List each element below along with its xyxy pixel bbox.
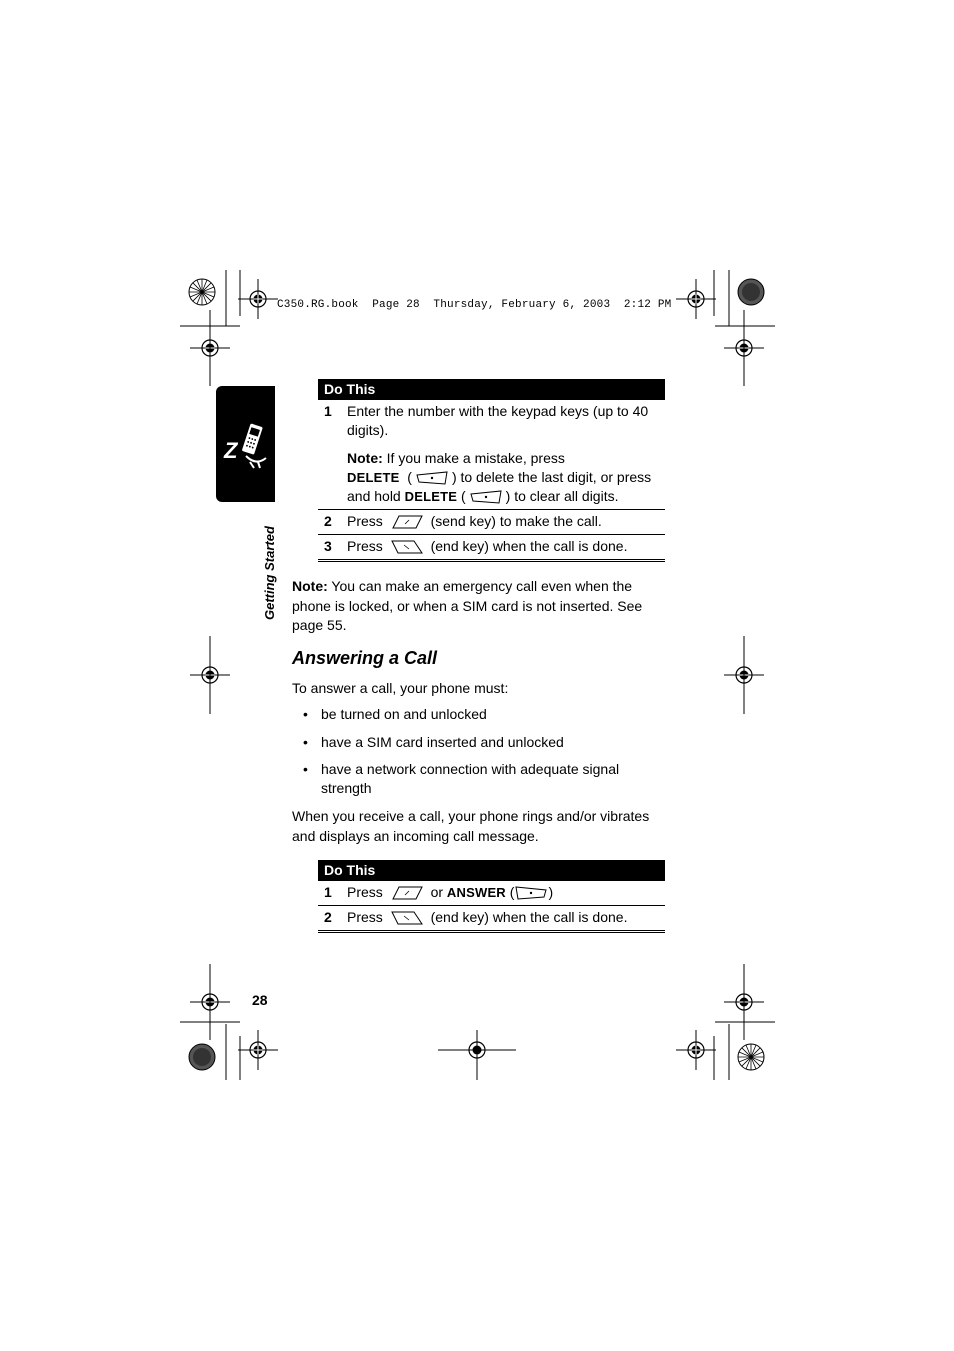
delete-key-label: DELETE xyxy=(404,489,458,504)
step-text: Press (send key) to make the call. xyxy=(347,510,665,535)
page-number: 28 xyxy=(252,992,268,1008)
rosette-icon xyxy=(738,1044,764,1070)
rosette-icon xyxy=(189,279,215,305)
send-key-icon xyxy=(390,514,424,530)
list-item: • be turned on and unlocked xyxy=(292,705,667,724)
step-note: Note: If you make a mistake, press DELETE ( ) to delete the last digit, or press and hold DELETE ( ) to clear all digits. xyxy=(347,450,652,504)
table-header: Do This xyxy=(318,379,665,400)
end-key-icon xyxy=(390,539,424,555)
step-text: Press (end key) when the call is done. xyxy=(347,906,665,932)
step-text: Press (end key) when the call is done. xyxy=(347,535,665,561)
registration-mark-icon xyxy=(238,1030,278,1070)
list-item: • have a SIM card inserted and unlocked xyxy=(292,733,667,752)
table-row xyxy=(318,400,665,510)
rosette-icon xyxy=(738,279,764,305)
requirements-list xyxy=(292,705,667,807)
step-number: 1 xyxy=(318,881,347,906)
rosette-icon xyxy=(189,1044,215,1070)
registration-mark-icon xyxy=(238,279,278,319)
do-this-table-2 xyxy=(318,860,665,933)
step-number: 2 xyxy=(318,510,347,535)
book-header-line: C350.RG.book Page 28 Thursday, February 6, 2003 2:12 PM xyxy=(277,299,672,311)
table-row xyxy=(318,535,665,561)
emergency-note: Note: You can make an emergency call even when the phone is locked, or when a SIM card is not inserted. See page 55. xyxy=(292,578,643,633)
section-heading: Answering a Call xyxy=(292,648,438,668)
do-this-table-1 xyxy=(318,379,665,562)
side-tab-label: Getting Started xyxy=(262,526,277,620)
svg-text:Z: Z xyxy=(224,438,238,463)
soft-key-icon xyxy=(469,490,503,504)
registration-mark-icon xyxy=(676,279,716,319)
list-item: • have a network connection with adequate signal strength xyxy=(292,760,667,798)
delete-key-label: DELETE xyxy=(347,470,400,485)
chapter-tab xyxy=(216,386,275,502)
table-row xyxy=(318,510,665,535)
step-text: Press or ANSWER ( ) xyxy=(347,881,665,906)
soft-key-icon xyxy=(415,471,449,485)
end-key-icon xyxy=(390,910,424,926)
send-key-icon xyxy=(390,885,424,901)
step-text: Enter the number with the keypad keys (up to 40 digits). Note: If you make a mistake, press DELETE ( ) to delete the last digit, or press and hold DELETE ( ) to clear all digits. xyxy=(347,400,665,510)
intro-text: To answer a call, your phone must: xyxy=(292,680,509,696)
registration-mark-icon xyxy=(676,1030,716,1070)
soft-key-icon xyxy=(514,886,548,900)
phone-zz-icon xyxy=(216,386,275,502)
table-row xyxy=(318,906,665,932)
step-number: 1 xyxy=(318,400,347,510)
step-number: 2 xyxy=(318,906,347,932)
receive-call-text: When you receive a call, your phone rings and/or vibrates and displays an incoming call message. xyxy=(292,808,650,844)
table-header: Do This xyxy=(318,860,665,881)
table-row xyxy=(318,881,665,906)
step-number: 3 xyxy=(318,535,347,561)
answer-key-label: ANSWER xyxy=(446,885,506,900)
